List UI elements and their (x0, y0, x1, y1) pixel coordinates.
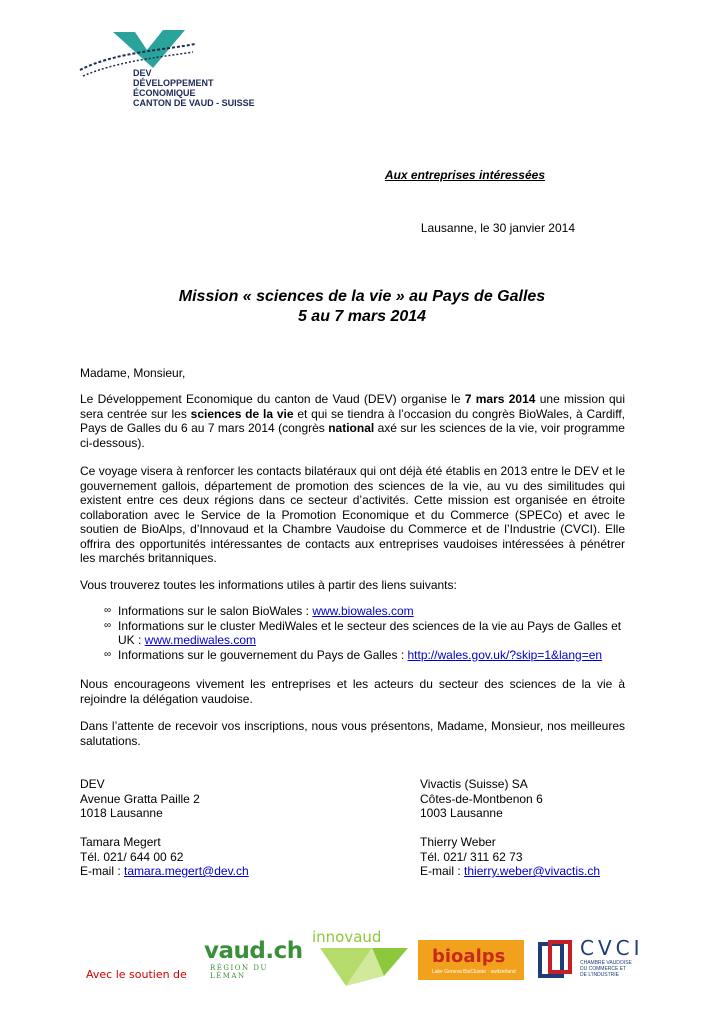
salutation: Madame, Monsieur, (80, 366, 186, 380)
bioalps-logo: bioalps Lake Geneva BioCluster · switzerland (418, 940, 524, 980)
cvci-logo: CVCI CHAMBRE VAUDOISE DU COMMERCE ET DE L'INDUSTRIE (538, 938, 650, 982)
paragraph-closing: Dans l’attente de recevoir vos inscriptions, nous vous présentons, Madame, Monsieur, nos meilleures salutations. (80, 719, 625, 748)
sender-left: DEV Avenue Gratta Paille 2 1018 Lausanne Tamara Megert Tél. 021/ 644 00 62 E-mail : tamara.megert@dev.ch (80, 777, 249, 878)
dev-logo-text: DEV DÉVELOPPEMENT ÉCONOMIQUE CANTON DE VAUD - SUISSE (133, 68, 255, 108)
list-item: ∞ Informations sur le gouvernement du Pays de Galles : http://wales.gov.uk/?skip=1&lang=en (104, 647, 603, 662)
list-item: ∞ Informations sur le salon BioWales : www.biowales.com (104, 604, 414, 618)
recipient-line: Aux entreprises intéressées (384, 168, 545, 182)
list-item: ∞ Informations sur le cluster MediWales et le secteur des sciences de la vie au Pays de Galles et UK : www.mediwales.com (104, 618, 622, 647)
letter-title: Mission « sciences de la vie » au Pays de Galles 5 au 7 mars 2014 (178, 288, 546, 325)
bullet-icon: ∞ (104, 648, 112, 660)
letter-date: Lausanne, le 30 janvier 2014 (420, 221, 575, 235)
links-intro: Vous trouverez toutes les informations utiles à partir des liens suivants: (80, 578, 457, 592)
innovaud-mark-icon (312, 946, 412, 990)
vaud-logo: vaud.ch RÉGION DU LÉMAN (204, 938, 303, 980)
paragraph-context: Ce voyage visera à renforcer les contacts bilatéraux qui ont déjà été établis en 2013 entre le DEV et le gouvernement gallois, département de promotion des sciences de la vie, au vu des similitudes qui existent entre ces deux régions dans ce secteur d’activités. Cette mission est organisée en étroite collaboration avec le Service de la Promotion Economique et du Commerce (SPECo) et avec le soutien de BioAlps, d’Innovaud et la Chambre Vaudoise du Commerce et de l’Industrie (CVCI). Elle offrira des opportunités intéressantes de contacts aux entreprises vaudoises intéressées à pénétrer les marchés britanniques. (80, 464, 625, 565)
paragraph-intro: Le Développement Economique du canton de Vaud (DEV) organise le 7 mars 2014 une mission qui sera centrée sur les sciences de la vie et qui se tiendra à l’occasion du congrès BioWales, à Cardiff, Pays de Galles du 6 au 7 mars 2014 (congrès national axé sur les sciences de la vie, voir programme ci-dessous). (80, 392, 625, 450)
cvci-mark-icon (538, 940, 574, 980)
email-link-right[interactable]: thierry.weber@vivactis.ch (464, 864, 601, 878)
mediwales-link[interactable]: www.mediwales.com (144, 633, 257, 647)
bullet-icon: ∞ (104, 605, 112, 616)
wales-gov-link[interactable]: http://wales.gov.uk/?skip=1&lang=en (407, 647, 603, 662)
links-list (104, 604, 626, 662)
innovaud-logo: innovaud (312, 928, 412, 990)
dev-logo (75, 22, 265, 108)
paragraph-encourage: Nous encourageons vivement les entreprises et les acteurs du secteur des sciences de la vie à rejoindre la délégation vaudoise. (80, 677, 625, 706)
email-link-left[interactable]: tamara.megert@dev.ch (124, 864, 249, 878)
sender-right: Vivactis (Suisse) SA Côtes-de-Montbenon 6 1003 Lausanne Thierry Weber Tél. 021/ 311 62 73 E-mail : thierry.weber@vivactis.ch (420, 777, 601, 878)
biowales-link[interactable]: www.biowales.com (312, 604, 414, 618)
support-label: Avec le soutien de (86, 968, 187, 981)
bullet-icon: ∞ (104, 619, 112, 631)
